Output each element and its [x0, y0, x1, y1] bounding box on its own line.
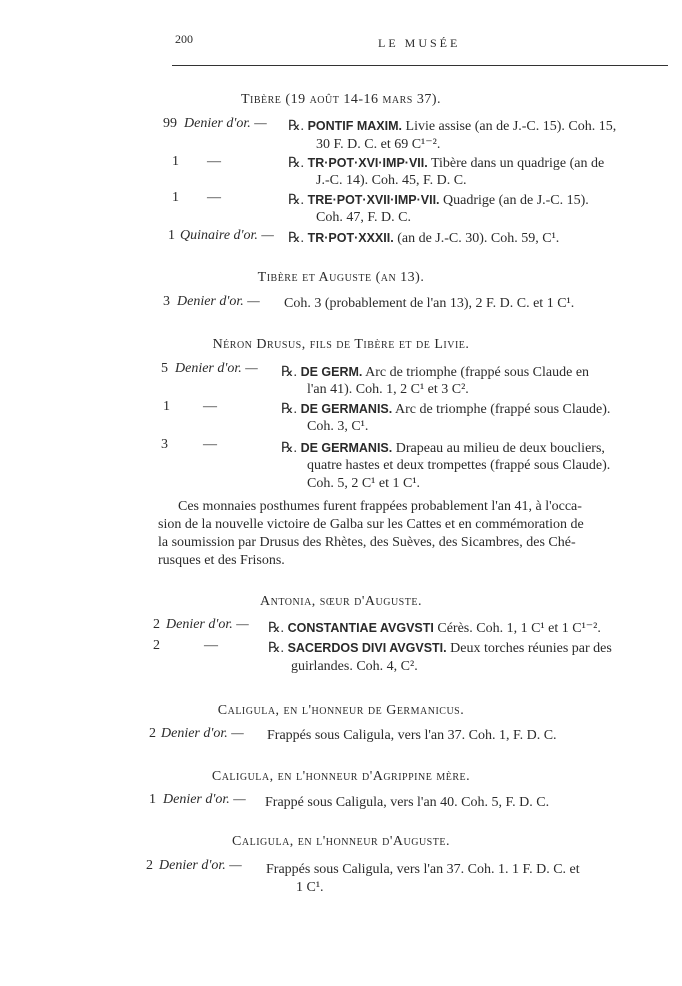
entry-quantity: 2 [153, 638, 160, 653]
entry-quantity: 3 [163, 294, 170, 309]
entry-quantity: 1 [168, 228, 175, 243]
running-title: LE MUSÉE [378, 36, 461, 50]
entry-reverse [288, 230, 559, 247]
entry-quantity: 2 [153, 617, 160, 632]
section-title: Caligula, en l'honneur d'Agrippine mère. [211, 769, 471, 784]
entry-description: Arc de triomphe (frappé sous Claude en [365, 365, 590, 380]
entry-description: Coh. 47, F. D. C. [316, 210, 411, 225]
reverse-marker: ℞. [288, 119, 305, 134]
entry-description: Cérès. Coh. 1, 1 C¹ et 1 C¹⁻². [437, 621, 601, 636]
entry-description: l'an 41). Coh. 1, 2 C¹ et 3 C². [307, 382, 469, 397]
section-title: Caligula, en l'honneur d'Auguste. [232, 834, 450, 849]
entry-description: Frappés sous Caligula, vers l'an 37. Coh. 1. 1 F. D. C. et [266, 862, 580, 877]
paragraph-line: sion de la nouvelle victoire de Galba sur les Cattes et en commémoration de [158, 517, 584, 532]
entry-denomination: Denier d'or. — [175, 361, 258, 376]
entry-description: Frappés sous Caligula, vers l'an 37. Coh. 1, F. D. C. [267, 728, 557, 743]
reverse-marker: ℞. [288, 193, 305, 208]
section-title: Antonia, sœur d'Auguste. [260, 594, 422, 609]
coin-legend: DE GERMANIS. [300, 441, 393, 455]
entry-reverse [268, 640, 612, 657]
reverse-marker: ℞. [268, 641, 285, 656]
entry-description: Livie assise (an de J.-C. 15). Coh. 15, [405, 119, 617, 134]
entry-description: Coh. 3 (probablement de l'an 13), 2 F. D. C. et 1 C¹. [284, 296, 575, 311]
coin-legend: SACERDOS DIVI AVGVSTI. [287, 641, 447, 655]
entry-ditto-dash: — [203, 437, 217, 452]
entry-reverse [288, 118, 616, 135]
entry-quantity: 3 [161, 437, 168, 452]
coin-legend: CONSTANTIAE AVGVSTI [287, 621, 434, 635]
entry-description: quatre hastes et deux trompettes (frappé sous Claude). [307, 458, 611, 473]
entry-quantity: 99 [163, 116, 177, 131]
paragraph-line: la soumission par Drusus des Rhètes, des Suèves, des Sicambres, des Ché- [158, 535, 576, 550]
entry-description: guirlandes. Coh. 4, C². [291, 659, 418, 674]
entry-denomination: Denier d'or. — [177, 294, 260, 309]
coin-legend: TR·POT·XVI·IMP·VII. [307, 156, 428, 170]
entry-description: J.-C. 14). Coh. 45, F. D. C. [316, 173, 467, 188]
reverse-marker: ℞. [281, 365, 298, 380]
paragraph-line: rusques et des Frisons. [158, 553, 285, 568]
entry-reverse [281, 364, 589, 381]
entry-denomination: Denier d'or. — [184, 116, 267, 131]
reverse-marker: ℞. [288, 156, 305, 171]
section-title: Tibère et Auguste (an 13). [257, 270, 425, 285]
commentary-paragraph [158, 498, 656, 570]
entry-denomination: Denier d'or. — [159, 858, 242, 873]
entry-reverse [281, 440, 605, 457]
entry-description: 1 C¹. [296, 880, 324, 895]
coin-legend: DE GERMANIS. [300, 402, 393, 416]
entry-ditto-dash: — [203, 399, 217, 414]
coin-legend: TRE·POT·XVII·IMP·VII. [307, 193, 440, 207]
entry-denomination: Denier d'or. — [166, 617, 249, 632]
entry-denomination: Denier d'or. — [163, 792, 246, 807]
entry-description: (an de J.-C. 30). Coh. 59, C¹. [397, 231, 560, 246]
entry-description: Quadrige (an de J.-C. 15). [443, 193, 589, 208]
coin-legend: TR·POT·XXXII. [307, 231, 394, 245]
entry-description: Drapeau au milieu de deux boucliers, [395, 441, 605, 456]
section-title: Néron Drusus, fils de Tibère et de Livie. [212, 337, 470, 352]
section-title: Caligula, en l'honneur de Germanicus. [217, 703, 465, 718]
entry-description: 30 F. D. C. et 69 C¹⁻². [316, 137, 441, 152]
section-title: Tibère (19 août 14-16 mars 37). [240, 92, 442, 107]
entry-denomination: Quinaire d'or. — [180, 228, 274, 243]
page-header [0, 0, 682, 70]
entry-reverse [281, 401, 610, 418]
entry-quantity: 1 [172, 154, 179, 169]
entry-reverse [288, 155, 604, 172]
entry-description: Tibère dans un quadrige (an de [430, 156, 605, 171]
entry-description: Coh. 5, 2 C¹ et 1 C¹. [307, 476, 421, 491]
coin-legend: PONTIF MAXIM. [307, 119, 403, 133]
header-rule [172, 65, 668, 66]
entry-denomination: Denier d'or. — [161, 726, 244, 741]
entry-quantity: 1 [172, 190, 179, 205]
entry-quantity: 1 [149, 792, 156, 807]
reverse-marker: ℞. [288, 231, 305, 246]
entry-ditto-dash: — [207, 154, 221, 169]
reverse-marker: ℞. [281, 441, 298, 456]
entry-reverse [268, 620, 601, 637]
entry-description: Coh. 3, C¹. [307, 419, 369, 434]
entry-description: Deux torches réunies par des [450, 641, 612, 656]
entry-quantity: 1 [163, 399, 170, 414]
page-number: 200 [175, 32, 193, 46]
reverse-marker: ℞. [268, 621, 285, 636]
entry-description: Frappé sous Caligula, vers l'an 40. Coh. 5, F. D. C. [265, 795, 550, 810]
entry-quantity: 5 [161, 361, 168, 376]
paragraph-line: Ces monnaies posthumes furent frappées probablement l'an 41, à l'occa- [178, 499, 582, 514]
entry-ditto-dash: — [204, 638, 218, 653]
coin-legend: DE GERM. [300, 365, 363, 379]
entry-quantity: 2 [146, 858, 153, 873]
entry-ditto-dash: — [207, 190, 221, 205]
entry-quantity: 2 [149, 726, 156, 741]
entry-reverse [288, 192, 589, 209]
entry-description: Arc de triomphe (frappé sous Claude). [394, 402, 611, 417]
reverse-marker: ℞. [281, 402, 298, 417]
